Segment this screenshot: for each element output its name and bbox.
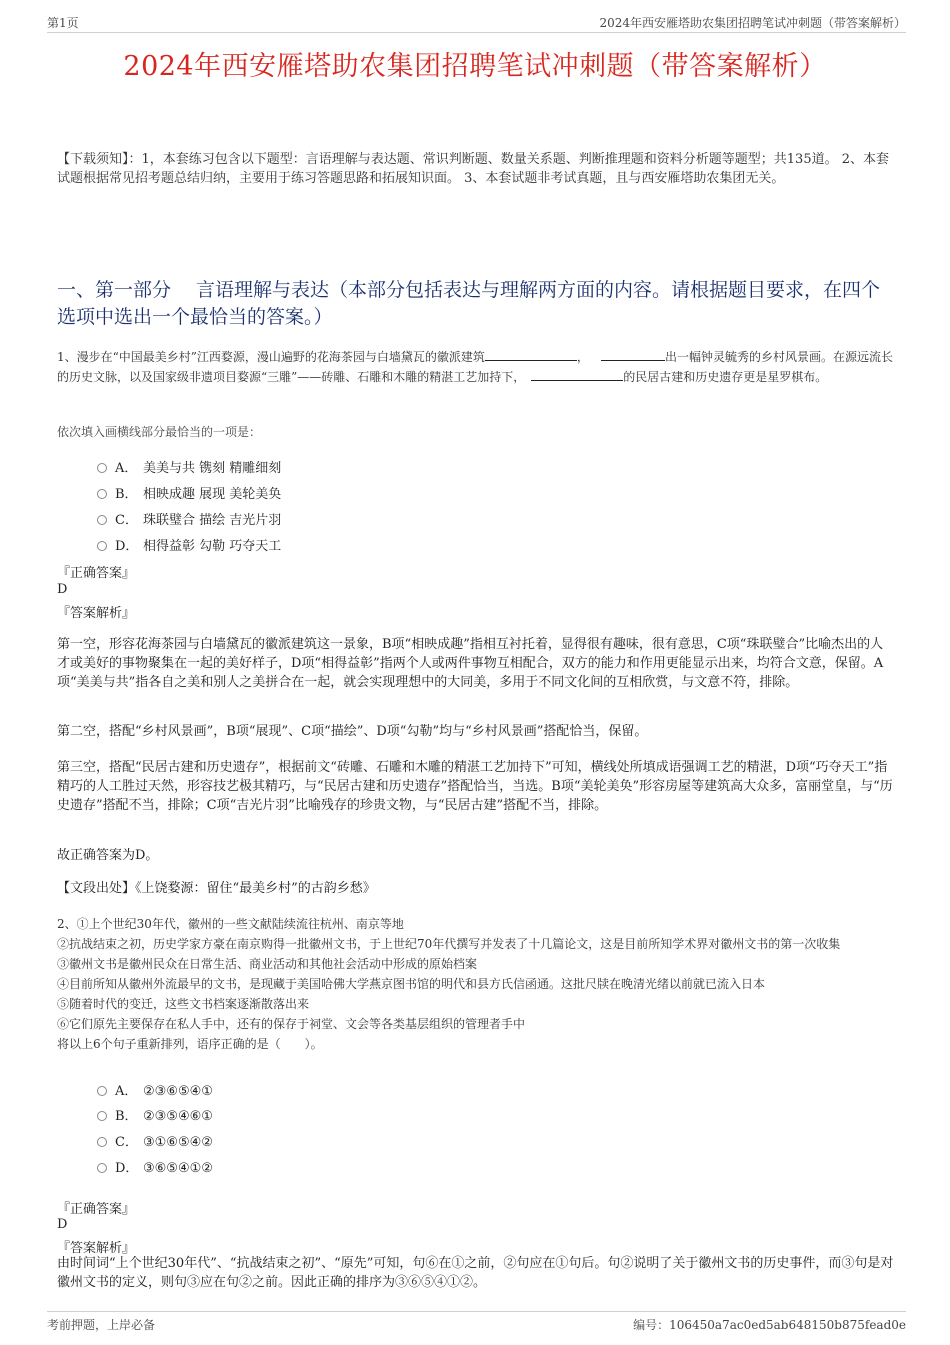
- q2-option-d[interactable]: D． ③⑥⑤④①②: [97, 1157, 213, 1176]
- q1-blank-1: [485, 348, 577, 361]
- q1-text-part3: 的民居古建和历史遗存更是星罗棋布。: [623, 370, 828, 384]
- q1-option-b[interactable]: B． 相映成趣 展现 美轮美奂: [97, 483, 281, 502]
- q2-line: ③徽州文书是徽州民众在日常生活、商业活动和其他社会活动中形成的原始档案: [57, 957, 478, 971]
- page-footer: [47, 1311, 906, 1334]
- radio-icon[interactable]: [97, 463, 107, 473]
- q2-line: 2、①上个世纪30年代，徽州的一些文献陆续流往杭州、南京等地: [57, 917, 404, 931]
- header-doc-title: 2024年西安雁塔助农集团招聘笔试冲刺题（带答案解析）: [599, 16, 906, 30]
- q2-line: ⑥它们原先主要保存在私人手中，还有的保存于祠堂、文会等各类基层组织的管理者手中: [57, 1017, 526, 1031]
- q1-analysis-conclusion: 故正确答案为D。: [57, 848, 159, 863]
- q2-line: ⑤随着时代的变迁，这些文书档案逐渐散落出来: [57, 997, 310, 1011]
- q2-answer: D: [57, 1217, 68, 1232]
- radio-icon[interactable]: [97, 541, 107, 551]
- question-1-stem: [57, 347, 895, 387]
- q1-option-c[interactable]: C． 珠联璧合 描绘 吉光片羽: [97, 509, 281, 528]
- page-number: 第1页: [47, 16, 79, 30]
- radio-icon[interactable]: [97, 1086, 107, 1096]
- page-header: [47, 12, 906, 33]
- q2-option-b[interactable]: B． ②③⑤④⑥①: [97, 1105, 213, 1124]
- q1-separator: ，: [576, 350, 589, 364]
- radio-icon[interactable]: [97, 1111, 107, 1121]
- q1-blank-2: [601, 348, 665, 361]
- q1-answer: D: [57, 582, 68, 597]
- q2-answer-label: 『正确答案』: [57, 1202, 136, 1217]
- q1-blank-3: [531, 368, 623, 381]
- q1-option-a[interactable]: A． 美美与共 镌刻 精雕细刻: [97, 457, 281, 476]
- radio-icon[interactable]: [97, 489, 107, 499]
- q1-source: 【文段出处】《上饶婺源：留住“最美乡村”的古韵乡愁》: [57, 881, 376, 896]
- q1-option-d[interactable]: D． 相得益彰 勾勒 巧夺天工: [97, 535, 281, 554]
- question-2-stem: [57, 914, 895, 1054]
- q1-analysis-para-2: 第二空，搭配“乡村风景画”，B项“展现”、C项“描绘”、D项“勾勒”均与“乡村风景画”搭配恰当，保留。: [57, 724, 648, 739]
- q1-answer-label: 『正确答案』: [57, 566, 136, 581]
- document-title: 2024年西安雁塔助农集团招聘笔试冲刺题（带答案解析）: [123, 51, 827, 82]
- q2-analysis-label: 『答案解析』: [57, 1241, 136, 1256]
- q1-analysis-label: 『答案解析』: [57, 606, 136, 621]
- section-heading: 一、第一部分 言语理解与表达（本部分包括表达与理解两方面的内容。请根据题目要求，在四个选项中选出一个最恰当的答案。）: [57, 279, 881, 328]
- q1-text-part2: 出一幅钟灵毓秀的乡村风景画。在源远流长的历史文脉，以及国家级非遗项目婺源“三雕”——砖雕、石雕和木雕的精湛工艺加持下，: [57, 350, 893, 384]
- download-notice: 【下载须知】：1，本套练习包含以下题型：言语理解与表达题、常识判断题、数量关系题、判断推理题和资料分析题等题型；共135道。 2、本套试题根据常见招考题总结归纳，主要用于练习答题思路和拓展知识面。 3、本套试题非考试真题，且与西安雁塔助农集团无关。: [57, 152, 889, 186]
- q1-text-part1: 1、漫步在“中国最美乡村”江西婺源，漫山遍野的花海茶园与白墙黛瓦的徽派建筑: [57, 350, 485, 364]
- q2-analysis: 由时间词“上个世纪30年代”、“抗战结束之初”、“原先”可知，句⑥在①之前，②句应在①句后。句②说明了关于徽州文书的历史事件，而③句是对徽州文书的定义，则句③应在句②之前。因此正确的排序为③⑥⑤④①②。: [57, 1256, 894, 1290]
- q1-analysis-para-1: 第一空，形容花海茶园与白墙黛瓦的徽派建筑这一景象，B项“相映成趣”指相互衬托着，显得很有趣味，很有意思，C项“珠联璧合”比喻杰出的人才或美好的事物聚集在一起的美好样子，D项“相得益彰”指两个人或两件事物互相配合，双方的能力和作用更能显示出来，均符合文意，保留。A项“美美与共”指各自之美和别人之美拼合在一起，就会实现理想中的大同美，多用于不同文化间的互相欣赏，与文意不符，排除。: [57, 637, 884, 690]
- radio-icon[interactable]: [97, 1163, 107, 1173]
- q2-instruction: 将以上6个句子重新排列，语序正确的是（ ）。: [57, 1037, 323, 1051]
- q2-line: ④目前所知从徽州外流最早的文书，是现藏于美国哈佛大学燕京图书馆的明代和县方氏信函通。这批尺牍在晚清光绪以前就已流入日本: [57, 977, 766, 991]
- footer-slogan: 考前押题，上岸必备: [47, 1318, 156, 1332]
- q1-analysis-para-3: 第三空，搭配“民居古建和历史遗存”，根据前文“砖雕、石雕和木雕的精湛工艺加持下”可知，横线处所填成语强调工艺的精湛，D项“巧夺天工”指精巧的人工胜过天然，形容技艺极其精巧，与“民居古建和历史遗存”搭配恰当，当选。B项“美轮美奂”形容房屋等建筑高大众多，富丽堂皇，与“历史遗存”搭配不当，排除；C项“吉光片羽”比喻残存的珍贵文物，与“民居古建”搭配不当，排除。: [57, 760, 893, 813]
- footer-doc-id: 编号：106450a7ac0ed5ab648150b875fead0e: [633, 1318, 906, 1332]
- q2-option-a[interactable]: A． ②③⑥⑤④①: [97, 1080, 213, 1099]
- q2-line: ②抗战结束之初，历史学家方豪在南京购得一批徽州文书，于上世纪70年代撰写并发表了十几篇论文，这是目前所知学术界对徽州文书的第一次收集: [57, 937, 841, 951]
- q1-instruction: 依次填入画横线部分最恰当的一项是：: [57, 425, 262, 439]
- radio-icon[interactable]: [97, 1137, 107, 1147]
- q2-option-c[interactable]: C． ③①⑥⑤④②: [97, 1131, 213, 1150]
- radio-icon[interactable]: [97, 515, 107, 525]
